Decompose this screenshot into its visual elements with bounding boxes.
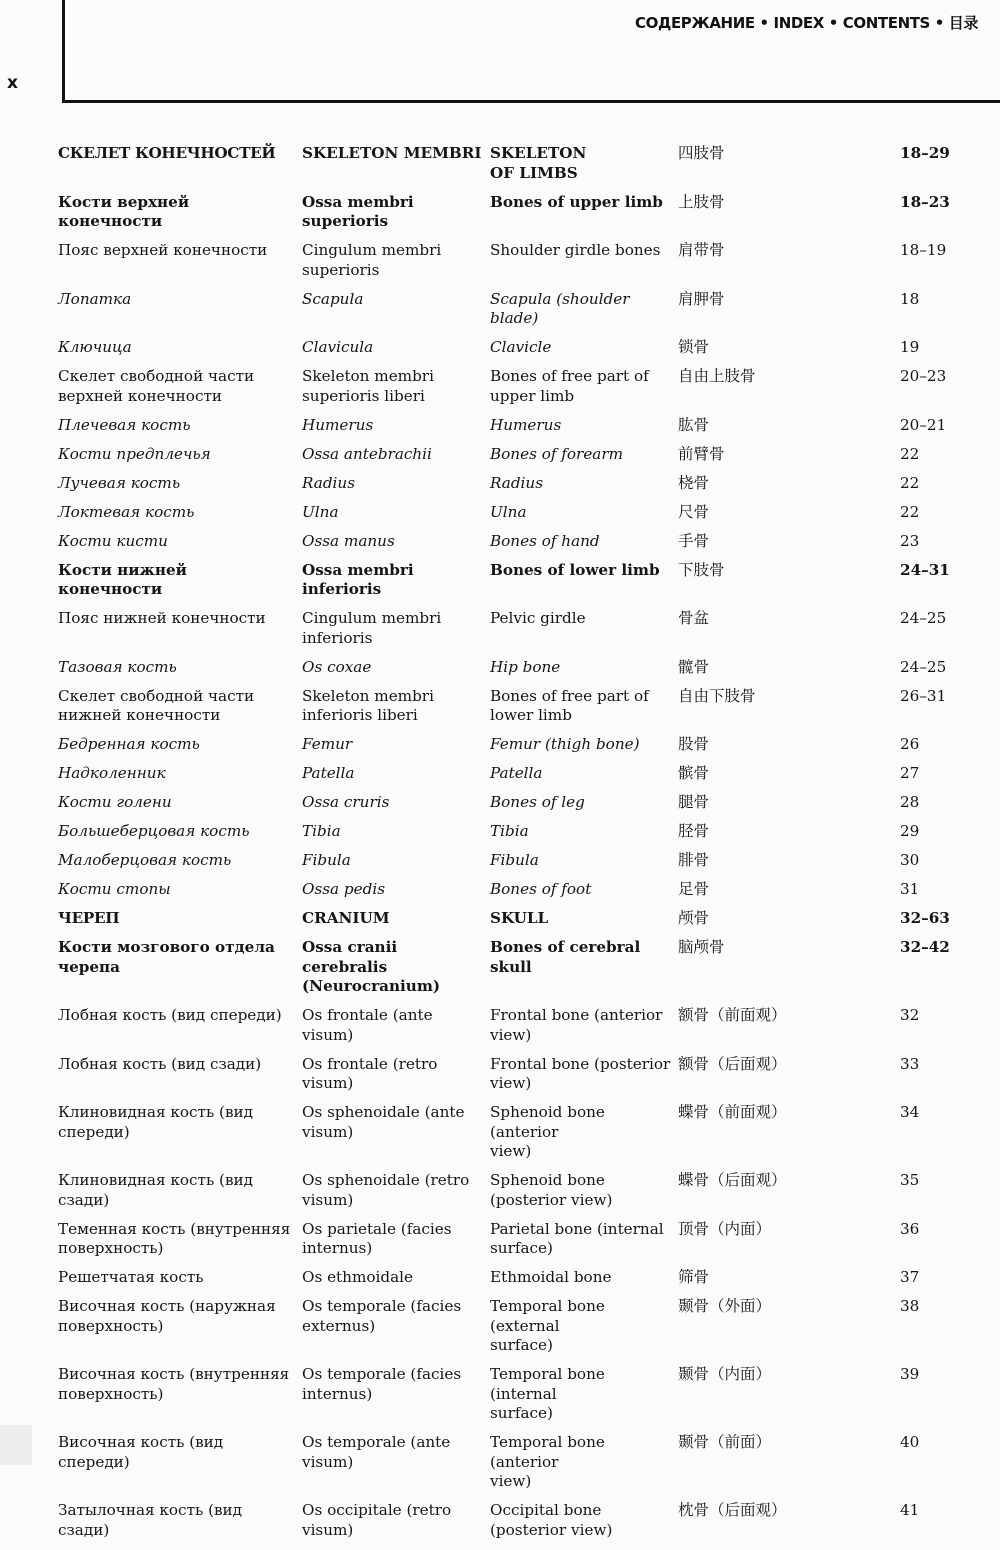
english-term: Temporal bone (external surface) <box>490 1297 605 1354</box>
page-range: 26–31 <box>900 686 947 705</box>
table-row <box>58 561 958 610</box>
chinese-term: 自由下肢骨 <box>678 686 756 705</box>
latin-term: Ulna <box>302 502 339 521</box>
table-row <box>58 193 958 242</box>
latin-term: Os sphenoidale (ante visum) <box>302 1103 465 1141</box>
russian-term: Затылочная кость (вид сзади) <box>58 1501 243 1539</box>
table-row <box>58 338 958 367</box>
page-range: 24–31 <box>900 560 950 579</box>
latin-term: CRANIUM <box>302 909 390 927</box>
russian-term: Тазовая кость <box>58 657 177 676</box>
latin-term: Os occipitale (retro visum) <box>302 1501 452 1539</box>
table-row <box>58 735 958 764</box>
russian-term: Решетчатая кость <box>58 1268 204 1286</box>
english-term: Temporal bone (internal surface) <box>490 1365 605 1422</box>
chinese-term: 筛骨 <box>678 1268 710 1286</box>
russian-term: Кости мозгового отдела черепа <box>58 938 275 976</box>
chinese-term: 颅骨 <box>678 909 710 927</box>
latin-term: Ossa antebrachii <box>302 444 432 463</box>
table-row <box>58 1006 958 1055</box>
latin-term: Os temporale (ante visum) <box>302 1433 451 1471</box>
table-row <box>58 241 958 290</box>
english-term: Patella <box>490 764 543 782</box>
english-term: Radius <box>490 473 543 492</box>
page-range: 18 <box>900 289 920 308</box>
russian-term: Кости кисти <box>58 531 168 550</box>
english-term: Scapula (shoulder blade) <box>490 289 630 327</box>
chinese-term: 肩带骨 <box>678 241 725 259</box>
table-row <box>58 687 958 736</box>
page-range: 31 <box>900 880 920 898</box>
chinese-term: 蝶骨（后面观） <box>678 1171 787 1189</box>
english-term: Frontal bone (anterior view) <box>490 1006 663 1044</box>
table-row <box>58 1268 958 1297</box>
page-range: 32–42 <box>900 938 950 956</box>
latin-term: Ossa cranii cerebralis (Neurocranium) <box>302 938 441 995</box>
page-range: 24–25 <box>900 609 947 627</box>
margin-vertical-rule <box>62 0 65 102</box>
latin-term: Ossa membri superioris <box>302 192 414 230</box>
english-term: Bones of cerebral skull <box>490 938 641 976</box>
page-range: 20–21 <box>900 415 947 434</box>
page-range: 18–19 <box>900 241 947 259</box>
latin-term: Humerus <box>302 415 374 434</box>
latin-term: Ossa membri inferioris <box>302 560 414 598</box>
chinese-term: 下肢骨 <box>678 560 725 579</box>
table-row <box>58 909 958 938</box>
latin-term: Radius <box>302 473 355 492</box>
chinese-term: 上肢骨 <box>678 192 725 211</box>
table-row <box>58 880 958 909</box>
page-range: 36 <box>900 1219 920 1238</box>
english-term: Bones of foot <box>490 880 592 898</box>
english-term: Parietal bone (internal surface) <box>490 1219 664 1257</box>
chinese-term: 颞骨（内面） <box>678 1365 772 1383</box>
latin-term: SKELETON MEMBRI <box>302 144 482 162</box>
latin-term: Os sphenoidale (retro visum) <box>302 1171 470 1209</box>
table-row <box>58 445 958 474</box>
english-term: Bones of hand <box>490 531 600 550</box>
latin-term: Ossa pedis <box>302 880 386 898</box>
running-head: СОДЕРЖАНИЕ • INDEX • CONTENTS • 目录 <box>635 14 978 32</box>
english-term: Ethmoidal bone <box>490 1268 612 1286</box>
latin-term: Cingulum membri inferioris <box>302 609 442 647</box>
russian-term: Височная кость (наружная поверхность) <box>58 1297 276 1335</box>
page-range: 19 <box>900 338 920 356</box>
chinese-term: 颞骨（前面） <box>678 1433 772 1451</box>
table-row <box>58 822 958 851</box>
chinese-term: 枕骨（后面观） <box>678 1501 787 1519</box>
latin-term: Os temporale (facies externus) <box>302 1297 462 1335</box>
table-row <box>58 144 958 193</box>
english-term: Temporal bone (anterior view) <box>490 1433 605 1490</box>
russian-term: Лобная кость (вид спереди) <box>58 1006 282 1024</box>
chinese-term: 股骨 <box>678 735 710 753</box>
page-range: 18–29 <box>900 144 950 162</box>
english-term: Ulna <box>490 502 527 521</box>
english-term: Sphenoid bone (posterior view) <box>490 1171 613 1209</box>
page-range: 38 <box>900 1297 920 1315</box>
page-range: 23 <box>900 531 920 550</box>
russian-term: Скелет свободной части нижней конечности <box>58 686 255 724</box>
page-range: 22 <box>900 473 920 492</box>
chinese-term: 颞骨（外面） <box>678 1297 772 1315</box>
latin-term: Os frontale (retro visum) <box>302 1054 438 1092</box>
table-row <box>58 938 958 1006</box>
chinese-term: 四肢骨 <box>678 144 725 162</box>
chinese-term: 肩胛骨 <box>678 289 725 308</box>
russian-term: Скелет свободной части верхней конечности <box>58 367 255 405</box>
chinese-term: 肱骨 <box>678 415 710 434</box>
chinese-term: 髌骨 <box>678 764 710 782</box>
table-row <box>58 1103 958 1171</box>
chinese-term: 尺骨 <box>678 502 710 521</box>
table-row <box>58 1501 958 1550</box>
chinese-term: 自由上肢骨 <box>678 367 756 385</box>
english-term: Femur (thigh bone) <box>490 735 640 753</box>
chinese-term: 脑颅骨 <box>678 938 725 956</box>
page-range: 35 <box>900 1171 920 1189</box>
russian-term: Малоберцовая кость <box>58 851 232 869</box>
latin-term: Os ethmoidale <box>302 1268 413 1286</box>
page-range: 33 <box>900 1054 920 1073</box>
chinese-term: 骨盆 <box>678 609 710 627</box>
page-range: 32–63 <box>900 909 950 927</box>
page-range: 26 <box>900 735 920 753</box>
latin-term: Patella <box>302 764 355 782</box>
table-row <box>58 474 958 503</box>
english-term: Bones of lower limb <box>490 560 660 579</box>
english-term: SKELETON OF LIMBS <box>490 144 587 182</box>
page-range: 41 <box>900 1501 920 1519</box>
russian-term: Кости верхней конечности <box>58 192 190 230</box>
russian-term: Височная кость (внутренняя поверхность) <box>58 1365 290 1403</box>
page-range: 32 <box>900 1006 920 1024</box>
russian-term: Лопатка <box>58 289 132 308</box>
russian-term: Кости нижней конечности <box>58 560 187 598</box>
chinese-term: 髋骨 <box>678 657 710 676</box>
table-row <box>58 532 958 561</box>
chinese-term: 顶骨（内面） <box>678 1219 772 1238</box>
chinese-term: 前臂骨 <box>678 444 725 463</box>
chinese-term: 腓骨 <box>678 851 710 869</box>
english-term: Clavicle <box>490 338 552 356</box>
header-horizontal-rule <box>62 100 1000 103</box>
russian-term: Плечевая кость <box>58 415 191 434</box>
english-term: Bones of upper limb <box>490 192 663 211</box>
english-term: Sphenoid bone (anterior view) <box>490 1103 605 1160</box>
table-row <box>58 1055 958 1104</box>
russian-term: Кости предплечья <box>58 444 211 463</box>
russian-term: Клиновидная кость (вид спереди) <box>58 1103 253 1141</box>
russian-term: Пояс нижней конечности <box>58 609 266 627</box>
table-row <box>58 851 958 880</box>
russian-term: Клиновидная кость (вид сзади) <box>58 1171 253 1209</box>
page-range: 40 <box>900 1433 920 1451</box>
latin-term: Os temporale (facies internus) <box>302 1365 462 1403</box>
latin-term: Scapula <box>302 289 364 308</box>
table-row <box>58 1365 958 1433</box>
chinese-term: 锁骨 <box>678 338 710 356</box>
latin-term: Ossa cruris <box>302 793 390 811</box>
english-term: Bones of leg <box>490 793 585 811</box>
chinese-term: 蝶骨（前面观） <box>678 1103 787 1121</box>
table-row <box>58 290 958 339</box>
chinese-term: 额骨（前面观） <box>678 1006 787 1024</box>
table-row <box>58 1433 958 1501</box>
latin-term: Fibula <box>302 851 351 869</box>
page-range: 30 <box>900 851 920 869</box>
english-term: Hip bone <box>490 657 561 676</box>
table-row <box>58 503 958 532</box>
russian-term: ЧЕРЕП <box>58 909 120 927</box>
russian-term: Бедренная кость <box>58 735 200 753</box>
page-range: 22 <box>900 502 920 521</box>
english-term: Bones of forearm <box>490 444 624 463</box>
chinese-term: 额骨（后面观） <box>678 1054 787 1073</box>
russian-term: СКЕЛЕТ КОНЕЧНОСТЕЙ <box>58 144 276 162</box>
english-term: Occipital bone (posterior view) <box>490 1501 613 1539</box>
latin-term: Skeleton membri inferioris liberi <box>302 686 434 724</box>
latin-term: Os frontale (ante visum) <box>302 1006 433 1044</box>
page-range: 37 <box>900 1268 920 1286</box>
page-range: 29 <box>900 822 920 840</box>
latin-term: Tibia <box>302 822 341 840</box>
page-range: 34 <box>900 1103 920 1121</box>
english-term: Humerus <box>490 415 562 434</box>
chinese-term: 胫骨 <box>678 822 710 840</box>
english-term: Frontal bone (posterior view) <box>490 1054 671 1092</box>
table-row <box>58 793 958 822</box>
page-range: 20–23 <box>900 367 947 385</box>
page-number: x <box>7 73 18 93</box>
chinese-term: 腿骨 <box>678 793 710 811</box>
table-row <box>58 658 958 687</box>
russian-term: Кости голени <box>58 793 172 811</box>
page-range: 24–25 <box>900 657 947 676</box>
latin-term: Ossa manus <box>302 531 395 550</box>
table-row <box>58 416 958 445</box>
russian-term: Большеберцовая кость <box>58 822 250 840</box>
english-term: Tibia <box>490 822 529 840</box>
page-range: 28 <box>900 793 920 811</box>
russian-term: Лучевая кость <box>58 473 181 492</box>
russian-term: Надколенник <box>58 764 166 782</box>
chinese-term: 桡骨 <box>678 473 710 492</box>
page-range: 18–23 <box>900 192 950 211</box>
latin-term: Femur <box>302 735 353 753</box>
table-row <box>58 609 958 658</box>
russian-term: Ключица <box>58 338 132 356</box>
english-term: Fibula <box>490 851 539 869</box>
russian-term: Теменная кость (внутренняя поверхность) <box>58 1219 291 1257</box>
scan-smudge <box>0 1425 32 1465</box>
latin-term: Clavicula <box>302 338 374 356</box>
chinese-term: 手骨 <box>678 531 710 550</box>
english-term: Bones of free part of upper limb <box>490 367 649 405</box>
page-range: 39 <box>900 1365 920 1383</box>
latin-term: Cingulum membri superioris <box>302 241 442 279</box>
latin-term: Skeleton membri superioris liberi <box>302 367 434 405</box>
russian-term: Лобная кость (вид сзади) <box>58 1054 262 1073</box>
english-term: Pelvic girdle <box>490 609 586 627</box>
table-row <box>58 1171 958 1220</box>
latin-term: Os parietale (facies internus) <box>302 1219 452 1257</box>
table-row <box>58 1297 958 1365</box>
russian-term: Кости стопы <box>58 880 171 898</box>
table-row <box>58 1220 958 1269</box>
page-range: 27 <box>900 764 920 782</box>
russian-term: Пояс верхней конечности <box>58 241 268 259</box>
english-term: SKULL <box>490 909 549 927</box>
russian-term: Височная кость (вид спереди) <box>58 1433 224 1471</box>
english-term: Bones of free part of lower limb <box>490 686 649 724</box>
page-range: 22 <box>900 444 920 463</box>
table-row <box>58 367 958 416</box>
russian-term: Локтевая кость <box>58 502 195 521</box>
english-term: Shoulder girdle bones <box>490 241 661 259</box>
contents-table <box>58 144 958 1550</box>
chinese-term: 足骨 <box>678 880 710 898</box>
latin-term: Os coxae <box>302 657 372 676</box>
table-row <box>58 764 958 793</box>
